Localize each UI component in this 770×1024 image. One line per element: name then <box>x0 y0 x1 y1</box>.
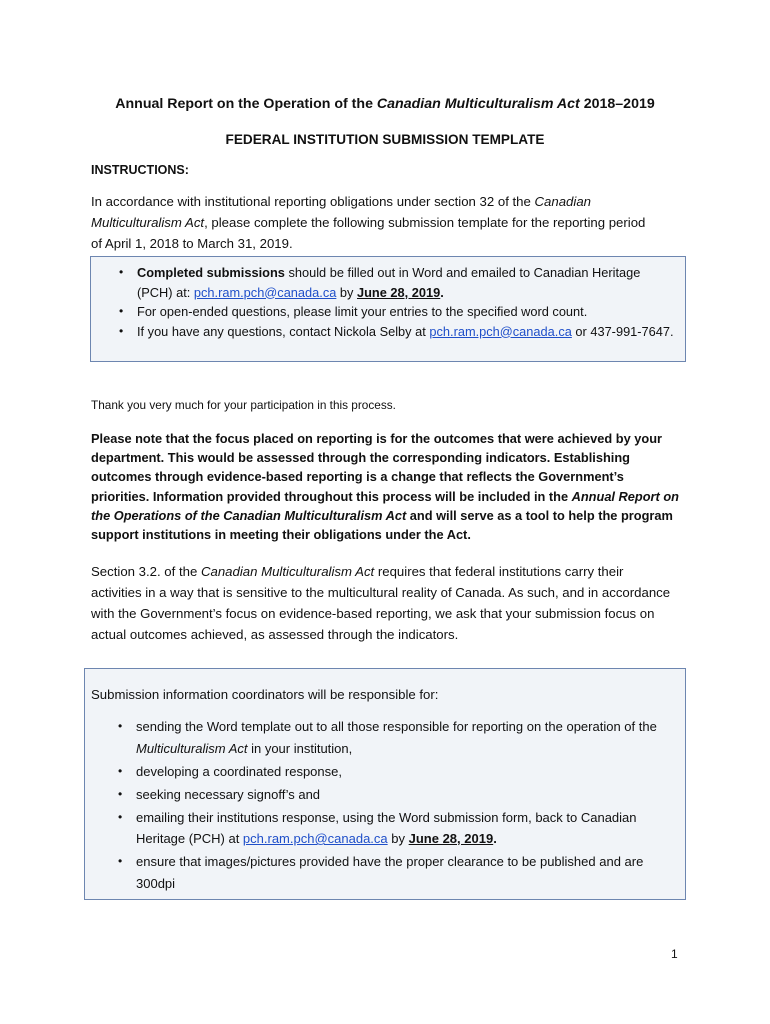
bullet-icon: • <box>118 719 123 733</box>
bullet-text: by <box>387 831 409 846</box>
bullet-text: or 437-991-7647. <box>571 323 674 339</box>
bullet-text: . <box>440 284 444 300</box>
list-item <box>118 807 671 850</box>
list-item <box>118 851 671 894</box>
bullet-icon: • <box>119 304 124 318</box>
bullet-icon: • <box>119 323 124 338</box>
submission-bullet-list <box>119 263 677 341</box>
list-item <box>118 716 671 759</box>
focus-italic: Annual Report on the Operations of the Canadian Multiculturalism Act <box>91 488 679 523</box>
bullet-icon: • <box>118 763 123 778</box>
list-item <box>119 263 677 302</box>
document-title <box>0 95 770 114</box>
focus-part2: and will serve as a tool to help the program support institutions in meeting their obligations under the Act. <box>91 507 673 543</box>
section-part1: Section 3.2. of the <box>91 564 201 579</box>
bullet-icon: • <box>118 786 123 801</box>
bullet-text: should be filled out in Word and emailed to Canadian Heritage (PCH) at: <box>137 265 641 300</box>
list-item <box>118 761 671 783</box>
bullet-text: seeking necessary signoff’s and <box>136 786 321 802</box>
bullet-text: developing a coordinated response, <box>136 763 342 779</box>
section-part2: requires that federal institutions carry their activities in a way that is sensitive to the multicultural reality of Canada. As such, and in accordance with the Government’s focus on evidence-based reporting, we ask that your submission focus on actual outcomes achieved, as assessed through the indicators. <box>91 564 671 642</box>
bullet-text: sending the Word template out to all those responsible for reporting on the operation of the <box>136 719 657 734</box>
intro-part2: , please complete the following submission template for the reporting period of April 1, 2018 to March 31, 2019. <box>91 215 646 251</box>
bullet-text: For open-ended questions, please limit your entries to the specified word count. <box>137 304 588 319</box>
section-paragraph <box>91 561 673 645</box>
instructions-heading: INSTRUCTIONS: <box>91 163 189 177</box>
email-link[interactable]: pch.ram.pch@canada.ca <box>193 284 337 300</box>
bullet-text: . <box>493 831 497 846</box>
bullet-icon: • <box>118 809 123 824</box>
document-subtitle: FEDERAL INSTITUTION SUBMISSION TEMPLATE <box>225 132 545 147</box>
email-link[interactable]: pch.ram.pch@canada.ca <box>242 831 388 846</box>
list-item <box>118 784 671 806</box>
intro-italic: Canadian Multiculturalism Act <box>91 194 591 230</box>
intro-paragraph <box>91 191 651 254</box>
intro-part1: In accordance with institutional reporting obligations under section 32 of the <box>91 194 535 209</box>
bullet-text: If you have any questions, contact Nickola Selby at <box>137 323 430 339</box>
bullet-text: in your institution, <box>247 740 353 756</box>
title-prefix: Annual Report on the Operation of the <box>115 96 377 112</box>
list-item <box>119 302 677 322</box>
list-item <box>119 322 677 342</box>
email-link[interactable]: pch.ram.pch@canada.ca <box>429 323 572 339</box>
italic-text: Multiculturalism Act <box>136 740 248 756</box>
focus-part1: Please note that the focus placed on reporting is for the outcomes that were achieved by your department. This would be assessed through the corresponding indicators. Establishing outcomes through evidence-based reporting is a change that reflects the Government’s priorities. Information provided throughout this process will be included in the <box>91 431 663 504</box>
bullet-icon: • <box>118 854 123 868</box>
title-italic: Canadian Multiculturalism Act <box>376 96 580 112</box>
submission-info-box <box>90 256 686 362</box>
deadline-date: June 28, 2019 <box>408 831 494 846</box>
coordinators-box <box>84 668 686 900</box>
focus-note <box>91 429 683 544</box>
bullet-icon: • <box>119 265 124 279</box>
title-suffix: 2018–2019 <box>579 96 655 112</box>
bold-text: Completed submissions <box>137 265 285 280</box>
bullet-text: emailing their institutions response, using the Word submission form, back to Canadian Heritage (PCH) at <box>136 809 637 846</box>
bullet-text: by <box>336 284 357 300</box>
page-number: 1 <box>671 947 678 961</box>
bullet-text: ensure that images/pictures provided have the proper clearance to be published and are 300dpi <box>136 854 644 891</box>
section-italic: Canadian Multiculturalism Act <box>200 564 375 579</box>
deadline-date: June 28, 2019 <box>357 284 441 300</box>
thanks-note: Thank you very much for your participation in this process. <box>91 398 396 412</box>
coordinators-lead: Submission information coordinators will be responsible for: <box>91 687 439 702</box>
coordinators-list <box>118 716 671 896</box>
